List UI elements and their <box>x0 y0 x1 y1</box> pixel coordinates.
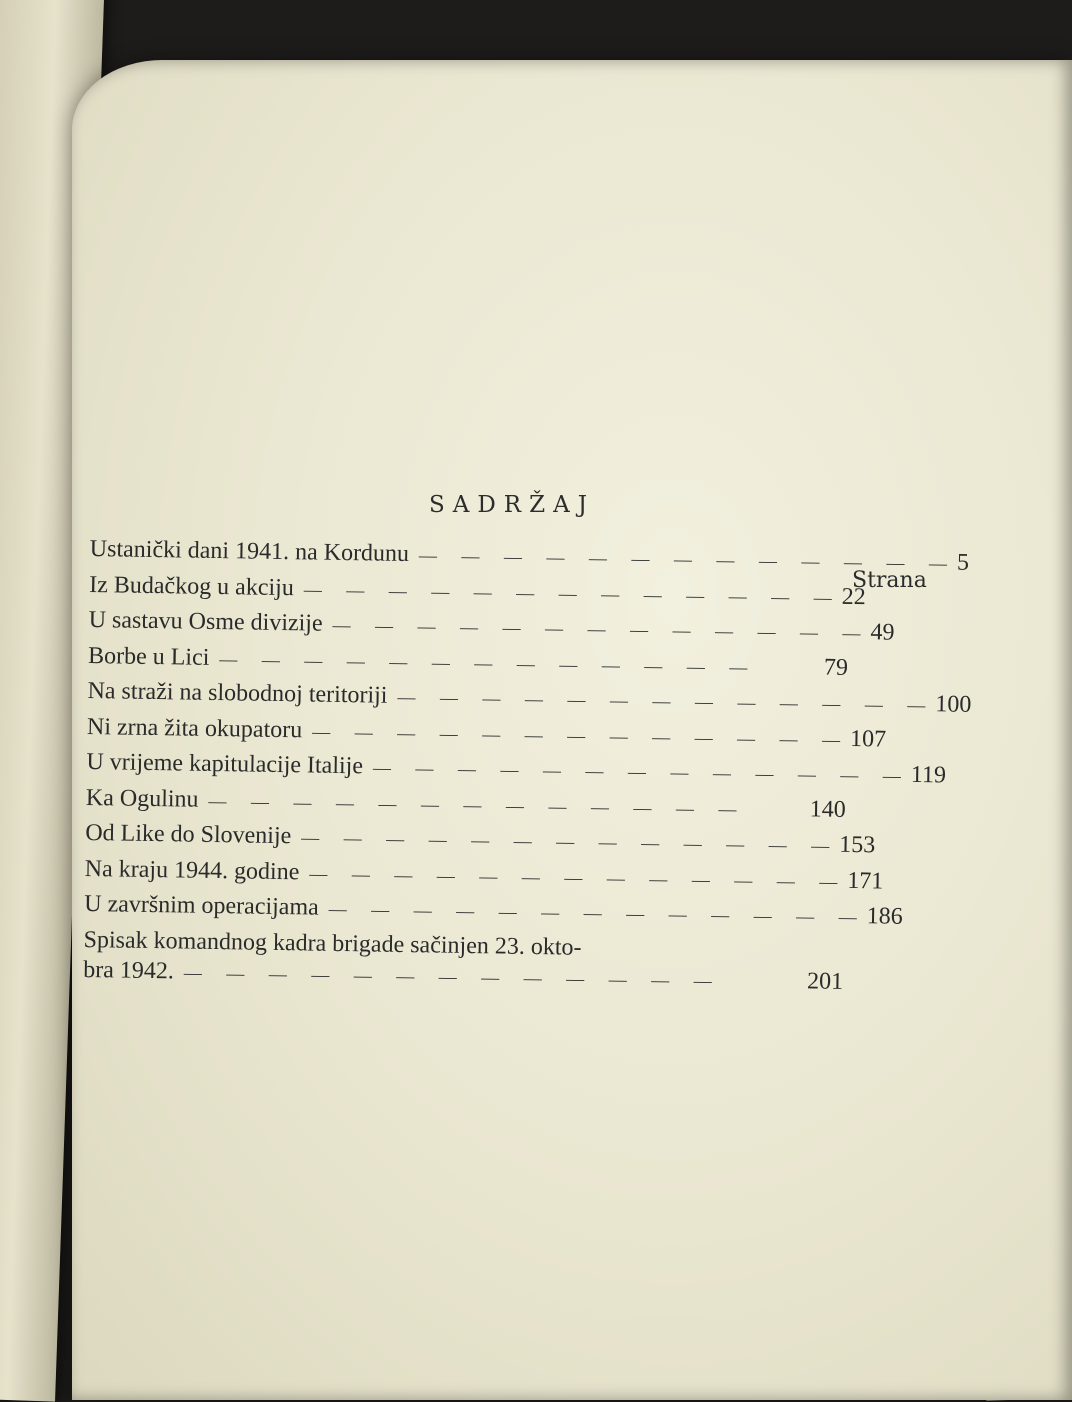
toc-leader: — — — — — — — — — — — — — <box>372 757 912 786</box>
toc-entry-page: 49 <box>870 619 895 646</box>
toc-leader: — — — — — — — — — — — — — <box>301 827 840 856</box>
toc-leader: — — — — — — — — — — — — — <box>183 962 722 991</box>
toc-entry-title: U vrijeme kapitulacije Italije <box>86 748 364 780</box>
toc-entry-page: 5 <box>956 549 970 576</box>
toc-entry-page: 119 <box>910 761 947 789</box>
page-title: SADRŽAJ <box>429 492 595 518</box>
toc-entry-title: U završnim operacijama <box>84 890 319 921</box>
toc-leader: — — — — — — — — — — — — — <box>303 578 842 608</box>
page-column-header: Strana <box>852 568 927 593</box>
toc-entry-page: 107 <box>849 725 887 753</box>
toc-entry-title-continued: bra 1942. <box>82 956 175 984</box>
toc-entry-page: 201 <box>806 967 844 995</box>
toc-leader: — — — — — — — — — — — — — <box>309 862 848 892</box>
toc-entry-title: Borbe u Lici <box>87 642 210 671</box>
toc-entry-title: Od Like do Slovenije <box>85 819 292 850</box>
toc-leader: — — — — — — — — — — — — — <box>208 790 747 819</box>
toc-entry-title: U sastavu Osme divizije <box>88 606 323 637</box>
toc-entry-title: Iz Budačkog u akciju <box>89 571 295 601</box>
toc-leader: — — — — — — — — — — — — — <box>312 721 851 750</box>
toc-entry-title: Ka Ogulinu <box>85 784 199 813</box>
toc-entry-page: 153 <box>839 831 876 859</box>
toc-entry-page: 79 <box>823 654 849 681</box>
toc-entry-page: 171 <box>847 867 884 895</box>
toc-leader: — — — — — — — — — — — — — <box>397 686 936 716</box>
toc-entry-title: Ni zrna žita okupatoru <box>86 713 303 743</box>
toc-entry-page: 100 <box>935 691 972 718</box>
toc-leader: — — — — — — — — — — — — — <box>328 898 867 928</box>
toc-leader: — — — — — — — — — — — — — <box>418 545 958 574</box>
toc-entry-title: Na straži na slobodnoj teritoriji <box>87 677 388 709</box>
toc-leader: — — — — — — — — — — — — — <box>332 614 871 644</box>
toc-entry-page: 140 <box>809 795 847 823</box>
toc-leader: — — — — — — — — — — — — — <box>219 648 758 677</box>
toc-entry-page: 22 <box>841 583 866 610</box>
toc-entry-page: 186 <box>866 903 903 930</box>
toc-entry-title: Na kraju 1944. godine <box>84 855 300 885</box>
toc-entry-title: Spisak komandnog kadra brigade sačinjen 23. okto- <box>83 926 582 961</box>
toc-entry-title: Ustanički dani 1941. na Kordunu <box>89 536 410 568</box>
